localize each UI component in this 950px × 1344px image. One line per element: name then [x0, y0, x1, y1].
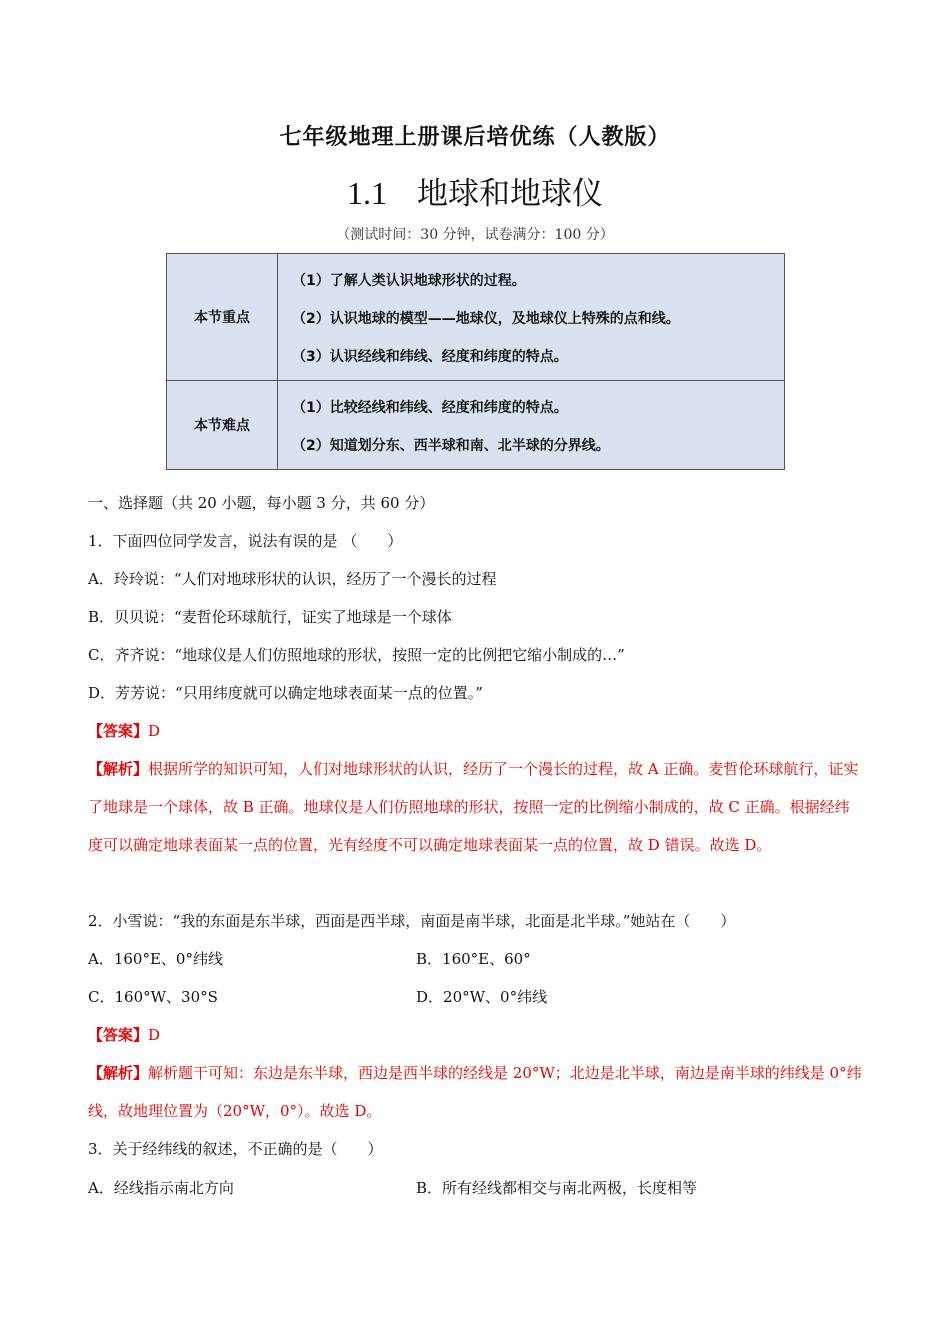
q2-stem: 2．小雪说：“我的东面是东半球，西面是西半球，南面是南半球，北面是北半球。”她站在（ ）	[88, 912, 736, 930]
q1-analysis-text: 根据所学的知识可知，人们对地球形状的认识，经历了一个漫长的过程，故 A 正确。麦哲伦环球航行，证实了地球是一个球体，故 B 正确。地球仪是人们仿照地球的形状，按照一定的比例缩小制成的，故 C 正确。根据经纬度可以确定地球表面某一点的位置，光有经度不可以确定地球表面某一点的位置，故 D 错误。故选 D。	[88, 760, 859, 854]
q1-stem: 1．下面四位同学发言，说法有误的是 （ ）	[88, 532, 403, 550]
q1-option-d: D．芳芳说：“只用纬度就可以确定地球表面某一点的位置。”	[88, 684, 483, 702]
q2-analysis-text: 解析题干可知：东边是东半球，西边是西半球的经线是 20°W；北边是北半球，南边是南半球的纬线是 0°纬线，故地理位置为（20°W，0°）。故选 D。	[88, 1064, 862, 1120]
difficult-points-label: 本节难点	[167, 381, 278, 470]
q2-answer-value: D	[148, 1026, 161, 1044]
key-point-item: （3）认识经线和纬线、经度和纬度的特点。	[292, 349, 568, 365]
q2-option-b: B．160°E、60°	[416, 950, 531, 968]
key-point-item: （1）了解人类认识地球形状的过程。	[292, 273, 526, 289]
answer-tag: 【答案】	[88, 1026, 149, 1044]
section-number: 1.1	[347, 175, 387, 211]
test-meta: （测试时间：30 分钟，试卷满分：100 分）	[336, 227, 614, 243]
q1-answer	[88, 720, 160, 742]
analysis-tag: 【解析】	[88, 760, 149, 778]
q3-stem: 3．关于经纬线的叙述，不正确的是（ ）	[88, 1140, 383, 1158]
q1-option-b: B．贝贝说：“麦哲伦环球航行，证实了地球是一个球体	[88, 608, 452, 626]
q3-option-a: A．经线指示南北方向	[88, 1179, 234, 1197]
q2-option-d: D．20°W、0°纬线	[416, 988, 548, 1006]
answer-tag: 【答案】	[88, 722, 149, 740]
difficult-points-row	[167, 381, 785, 470]
key-points-label: 本节重点	[167, 254, 278, 381]
q2-answer	[88, 1024, 160, 1046]
q2-option-a: A．160°E、0°纬线	[88, 950, 223, 968]
q1-analysis	[88, 750, 864, 864]
q2-option-c: C．160°W、30°S	[88, 988, 218, 1006]
section-title: 地球和地球仪	[417, 176, 603, 212]
key-points-list	[278, 254, 785, 381]
focus-table	[166, 253, 785, 470]
q1-option-c: C．齐齐说：“地球仪是人们仿照地球的形状，按照一定的比例把它缩小制成的…”	[88, 646, 625, 664]
key-point-item: （2）认识地球的模型——地球仪，及地球仪上特殊的点和线。	[292, 311, 680, 327]
difficult-points-list	[278, 381, 785, 470]
q1-answer-value: D	[148, 722, 161, 740]
difficult-point-item: （1）比较经线和纬线、经度和纬度的特点。	[292, 400, 568, 416]
q2-analysis	[88, 1054, 864, 1130]
section-heading	[0, 168, 950, 213]
key-points-row	[167, 254, 785, 381]
document-title: 七年级地理上册课后培优练（人教版）	[279, 125, 671, 150]
q3-option-b: B．所有经线都相交与南北两极，长度相等	[416, 1179, 698, 1197]
q1-option-a: A．玲玲说：“人们对地球形状的认识，经历了一个漫长的过程	[88, 570, 497, 588]
choice-section-heading: 一、选择题（共 20 小题，每小题 3 分，共 60 分）	[88, 494, 435, 512]
difficult-point-item: （2）知道划分东、西半球和南、北半球的分界线。	[292, 438, 610, 454]
analysis-tag: 【解析】	[88, 1064, 149, 1082]
